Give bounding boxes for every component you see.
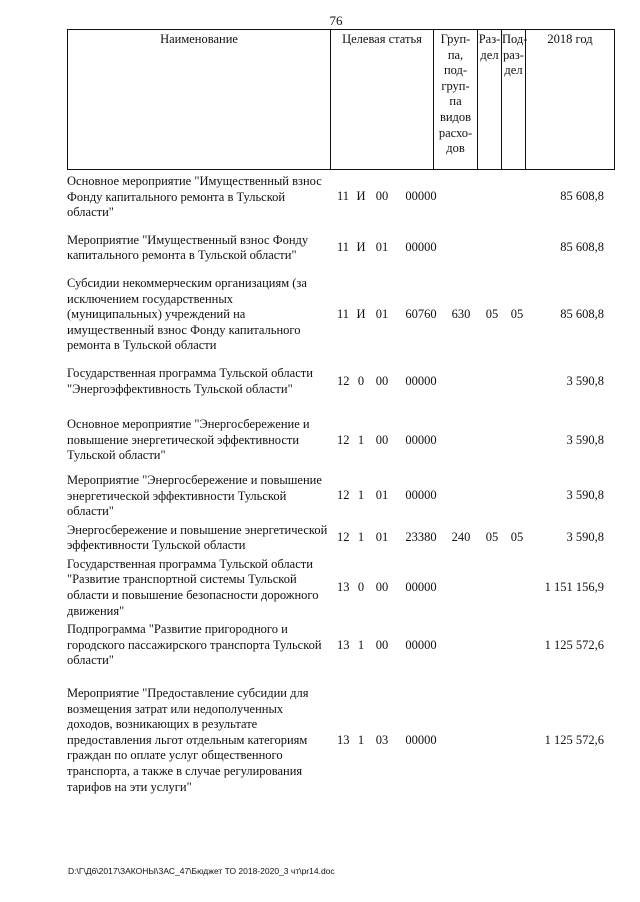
row-name: Государственная программа Тульской области "Развитие транспортной системы Тульской области и повышение безопасности дорожного движения": [67, 556, 319, 618]
row-program-code: 11: [337, 189, 350, 204]
row-program-code: 11: [337, 240, 350, 255]
header-line: дов: [446, 141, 465, 156]
row-amount: 85 608,8: [560, 189, 604, 204]
row-program-code: 12: [337, 432, 350, 447]
row-program-code: 12: [337, 488, 350, 503]
table-row: [67, 473, 614, 520]
header-line: под-: [443, 63, 468, 78]
column-header-section: [478, 30, 502, 170]
table-row: [67, 686, 614, 795]
header-line: расхо-: [438, 125, 473, 140]
row-direction-code: 00000: [405, 732, 437, 747]
row-activity-code: 01: [375, 307, 389, 322]
table-row: [67, 622, 614, 669]
row-direction-code: 00000: [405, 189, 437, 204]
row-subsection-code: 05: [510, 530, 524, 545]
row-subprogram-code: И: [356, 189, 366, 204]
row-subprogram-code: 1: [357, 432, 365, 447]
row-activity-code: 00: [375, 189, 389, 204]
header-line: Раз-: [478, 32, 501, 46]
row-name: Мероприятие "Энергосбережение и повышение энергетической эффективности Тульской области": [67, 472, 322, 519]
row-subsection-code: 05: [510, 307, 524, 322]
row-amount: 3 590,8: [566, 373, 604, 388]
header-line: па,: [447, 47, 464, 62]
row-direction-code: 23380: [405, 530, 437, 545]
row-group-code: 240: [451, 530, 471, 545]
row-section-code: 05: [485, 530, 499, 545]
row-name: Основное мероприятие "Имущественный взнос Фонду капитального ремонта в Тульской области": [67, 174, 322, 220]
file-path-footer: D:\Г\Д6\2017\ЗАКОНЫ\ЗАС_47\Бюджет ТО 2018-2020_3 чт\pr14.doc: [68, 866, 335, 876]
row-subprogram-code: 1: [357, 530, 365, 545]
header-line: Груп-: [440, 32, 471, 46]
row-subprogram-code: И: [356, 307, 366, 322]
header-line: Под-: [502, 32, 528, 46]
row-subprogram-code: 0: [357, 373, 365, 388]
table-row: [67, 523, 614, 554]
row-direction-code: 60760: [405, 307, 437, 322]
row-direction-code: 00000: [405, 580, 437, 595]
header-line: дел: [480, 47, 499, 62]
row-amount: 1 125 572,6: [544, 637, 604, 652]
column-header-name: Наименование: [68, 30, 331, 170]
row-direction-code: 00000: [405, 240, 437, 255]
header-line: груп-: [441, 78, 470, 93]
row-program-code: 11: [337, 307, 350, 322]
row-section-code: 05: [485, 307, 499, 322]
table-row: [67, 417, 614, 464]
table-row: [67, 366, 614, 397]
row-program-code: 12: [337, 373, 350, 388]
row-name: Основное мероприятие "Энергосбережение и повышение энергетической эффективности Тульской области": [67, 417, 310, 463]
row-activity-code: 01: [375, 530, 389, 545]
row-name: Субсидии некоммерческим организациям (за исключением государственных (муниципальных) учреждений на имущественный взнос Фонду капитального ремонта в Тульской области: [67, 275, 307, 353]
header-line: видов: [439, 109, 472, 124]
row-amount: 1 125 572,6: [544, 732, 604, 747]
row-activity-code: 01: [375, 488, 389, 503]
row-program-code: 13: [337, 580, 350, 595]
header-line: дел: [504, 63, 523, 78]
row-activity-code: 03: [375, 732, 389, 747]
column-header-group: [434, 30, 478, 170]
row-program-code: 13: [337, 732, 350, 747]
row-group-code: 630: [451, 307, 471, 322]
row-activity-code: 01: [375, 240, 389, 255]
row-activity-code: 00: [375, 580, 389, 595]
row-amount: 1 151 156,9: [544, 580, 604, 595]
row-subprogram-code: И: [356, 240, 366, 255]
row-activity-code: 00: [375, 373, 389, 388]
row-subprogram-code: 1: [357, 637, 365, 652]
row-activity-code: 00: [375, 432, 389, 447]
row-amount: 85 608,8: [560, 307, 604, 322]
row-program-code: 12: [337, 530, 350, 545]
row-activity-code: 00: [375, 637, 389, 652]
table-row: [67, 557, 614, 619]
row-direction-code: 00000: [405, 637, 437, 652]
row-subprogram-code: 1: [357, 732, 365, 747]
row-amount: 3 590,8: [566, 530, 604, 545]
row-name: Государственная программа Тульской области "Энергоэффективность Тульской области": [67, 365, 313, 396]
column-header-year: 2018 год: [526, 30, 615, 170]
header-line: раз-: [503, 47, 524, 62]
table-row: [67, 233, 614, 264]
table-body: [67, 174, 614, 795]
row-name: Энергосбережение и повышение энергетической эффективности Тульской области: [67, 522, 328, 553]
header-line: па: [449, 94, 462, 109]
row-name: Мероприятие "Имущественный взнос Фонду капитального ремонта в Тульской области": [67, 232, 309, 263]
row-direction-code: 00000: [405, 488, 437, 503]
row-direction-code: 00000: [405, 432, 437, 447]
row-subprogram-code: 0: [357, 580, 365, 595]
row-amount: 3 590,8: [566, 432, 604, 447]
table-row: [67, 174, 614, 221]
row-name: Мероприятие "Предоставление субсидии для возмещения затрат или недополученных доходов, возникающих в результате предоставления льгот отдельным категориям граждан по оплате услуг общественного транспорта, а также в случае регулирования тарифов на эти услуги": [67, 686, 309, 794]
row-direction-code: 00000: [405, 373, 437, 388]
row-name: Подпрограмма "Развитие пригородного и городского пассажирского транспорта Тульской области": [67, 622, 322, 668]
row-program-code: 13: [337, 637, 350, 652]
row-amount: 3 590,8: [566, 488, 604, 503]
table-row: [67, 276, 614, 354]
column-header-target-article: Целевая статья: [331, 30, 434, 170]
table-header: [67, 29, 615, 170]
page-number: 76: [329, 13, 343, 28]
row-subprogram-code: 1: [357, 488, 365, 503]
row-amount: 85 608,8: [560, 240, 604, 255]
column-header-subsection: [502, 30, 526, 170]
